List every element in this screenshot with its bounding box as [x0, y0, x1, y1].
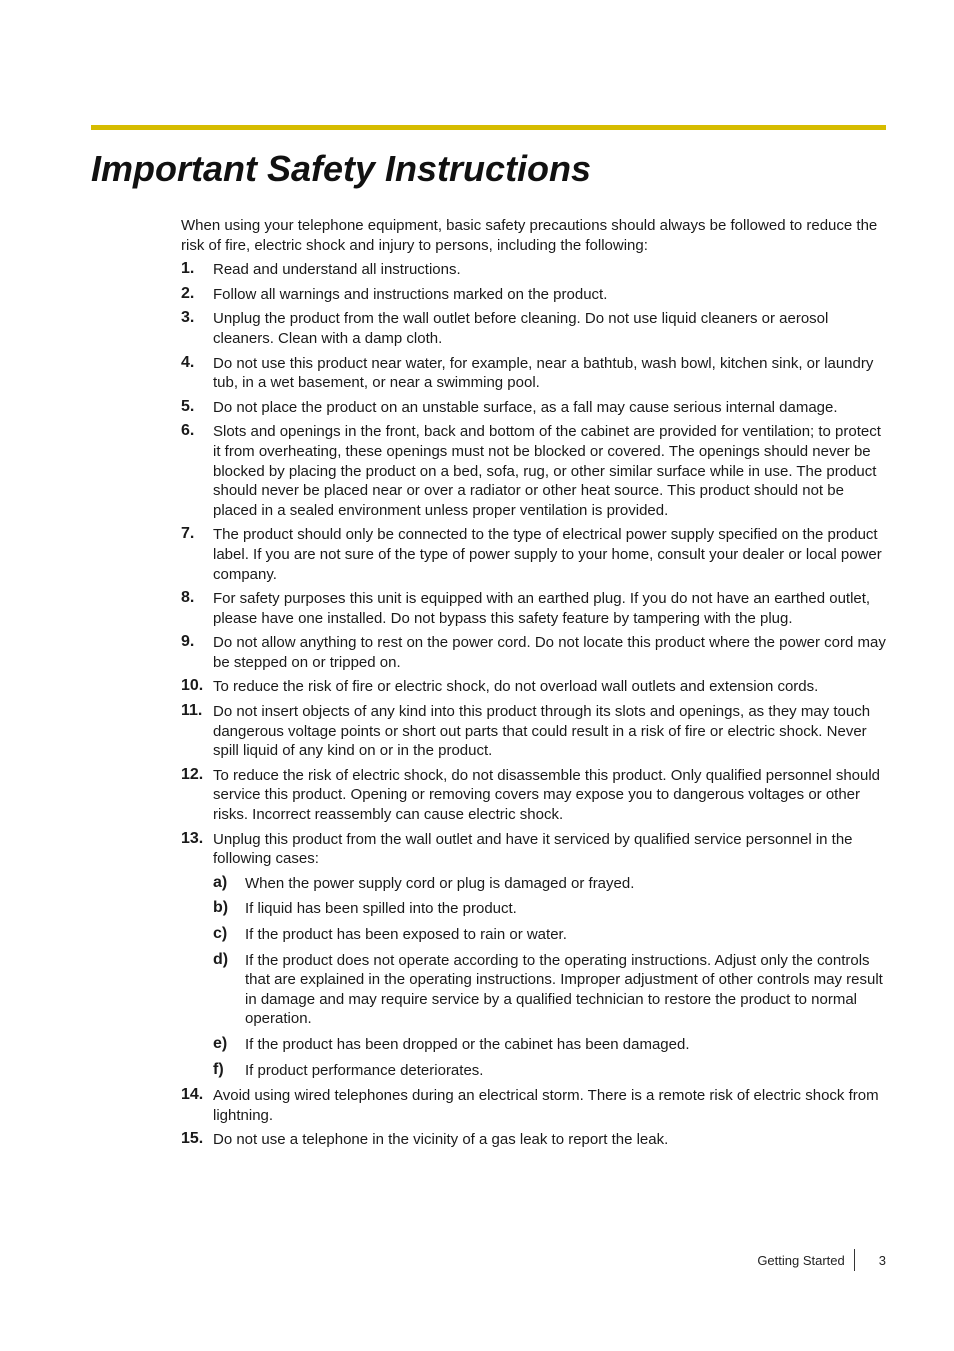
- sub-item-text: If product performance deteriorates.: [245, 1061, 484, 1079]
- list-item: [181, 422, 886, 520]
- page-title: Important Safety Instructions: [91, 148, 592, 189]
- item-number: 14.: [181, 1086, 204, 1104]
- item-number: 8.: [181, 589, 195, 607]
- item-text: The product should only be connected to the type of electrical power supply specified on the product label. If you are not sure of the type of power supply to your home, consult your dealer or local power company.: [213, 526, 882, 583]
- sub-list-item: [213, 899, 886, 919]
- item-text: Do not allow anything to rest on the power cord. Do not locate this product where the power cord may be stepped on or tripped on.: [213, 634, 886, 671]
- list-item: [181, 354, 886, 393]
- list-item: [181, 589, 886, 628]
- item-text: For safety purposes this unit is equipped with an earthed plug. If you do not have an earthed outlet, please have one installed. Do not bypass this safety feature by tampering with the plug.: [213, 590, 871, 627]
- list-item: [181, 525, 886, 584]
- item-text: Do not use a telephone in the vicinity of a gas leak to report the leak.: [213, 1131, 669, 1149]
- item-number: 2.: [181, 284, 195, 302]
- item-text: Read and understand all instructions.: [213, 261, 461, 279]
- list-item: [181, 1130, 886, 1150]
- safety-instruction-list: [181, 260, 886, 1150]
- intro-paragraph: When using your telephone equipment, basic safety precautions should always be followed to reduce the risk of fire, electric shock and injury to persons, including the following:: [181, 217, 878, 254]
- page-number: 3: [878, 1252, 886, 1268]
- sub-item-letter: a): [213, 873, 228, 891]
- list-item: [181, 285, 886, 305]
- sub-list-item: [213, 1061, 886, 1081]
- item-text: Slots and openings in the front, back and bottom of the cabinet are provided for ventilation; to protect it from overheating, these openings must not be blocked or covered. The openings should never be blocked by placing the product on a bed, sofa, rug, or other similar surface while in use. The product should never be placed near or over a radiator or other heat source. This product should not be placed in a sealed environment unless proper ventilation is provided.: [213, 423, 881, 519]
- list-item: [181, 766, 886, 825]
- page-footer: [757, 1249, 886, 1271]
- list-item: [181, 260, 886, 280]
- list-item: [181, 398, 886, 418]
- sub-item-letter: b): [213, 899, 229, 917]
- item-text: Unplug this product from the wall outlet and have it serviced by qualified service personnel in the following cases:: [213, 830, 853, 868]
- list-item: [181, 702, 886, 761]
- item-text: Do not use this product near water, for example, near a bathtub, wash bowl, kitchen sink, or laundry tub, in a wet basement, or near a swimming pool.: [213, 354, 874, 392]
- sub-list-item: [213, 874, 886, 894]
- list-item: [181, 633, 886, 672]
- item-number: 4.: [181, 353, 195, 371]
- sub-item-letter: c): [213, 925, 228, 942]
- footer-divider: [854, 1249, 855, 1271]
- sub-item-text: If the product does not operate according to the operating instructions. Adjust only the controls that are explained in the operating instructions. Improper adjustment of other controls may result in damage and may require service by a qualified technician to restore the product to normal operation.: [245, 951, 883, 1028]
- item-text: To reduce the risk of fire or electric shock, do not overload wall outlets and extension cords.: [213, 678, 819, 696]
- item-number: 11.: [181, 702, 203, 720]
- sub-item-letter: e): [213, 1034, 228, 1052]
- item-number: 6.: [181, 422, 195, 440]
- service-cases-sublist: [213, 874, 886, 1080]
- sub-item-text: When the power supply cord or plug is damaged or frayed.: [245, 874, 635, 892]
- item-number: 7.: [181, 525, 195, 543]
- list-item: [181, 309, 886, 348]
- instructions-body: [181, 216, 886, 1155]
- title-accent-rule: [91, 125, 886, 130]
- list-item: [181, 830, 886, 1081]
- item-number: 13.: [181, 829, 204, 847]
- item-number: 5.: [181, 397, 195, 415]
- list-item: [181, 1086, 886, 1125]
- sub-item-text: If the product has been dropped or the cabinet has been damaged.: [245, 1035, 690, 1053]
- item-number: 10.: [181, 677, 204, 695]
- item-number: 1.: [181, 260, 195, 278]
- list-item: [181, 677, 886, 697]
- sub-item-letter: d): [213, 950, 229, 968]
- item-text: Follow all warnings and instructions marked on the product.: [213, 285, 608, 303]
- item-text: Do not place the product on an unstable surface, as a fall may cause serious internal damage.: [213, 398, 838, 416]
- sub-item-text: If liquid has been spilled into the product.: [245, 900, 517, 918]
- item-number: 12.: [181, 765, 204, 783]
- item-text: Do not insert objects of any kind into this product through its slots and openings, as they may touch dangerous voltage points or short out parts that could result in a risk of fire or electric shock. Never spill liquid of any kind on or in the product.: [213, 703, 871, 760]
- footer-section-label: Getting Started: [757, 1252, 845, 1268]
- item-number: 9.: [181, 633, 195, 651]
- sub-item-text: If the product has been exposed to rain or water.: [245, 926, 567, 943]
- sub-list-item: [213, 925, 886, 945]
- item-text: Avoid using wired telephones during an electrical storm. There is a remote risk of electric shock from lightning.: [213, 1087, 879, 1124]
- sub-list-item: [213, 951, 886, 1029]
- item-text: To reduce the risk of electric shock, do not disassemble this product. Only qualified personnel should service this product. Opening or removing covers may expose you to dangerous voltages or other risks. Incorrect reassembly can cause electric shock.: [213, 766, 881, 824]
- sub-list-item: [213, 1035, 886, 1055]
- sub-item-letter: f): [213, 1060, 224, 1078]
- item-number: 3.: [181, 309, 195, 327]
- item-text: Unplug the product from the wall outlet before cleaning. Do not use liquid cleaners or aerosol cleaners. Clean with a damp cloth.: [213, 310, 829, 347]
- item-number: 15.: [181, 1130, 204, 1148]
